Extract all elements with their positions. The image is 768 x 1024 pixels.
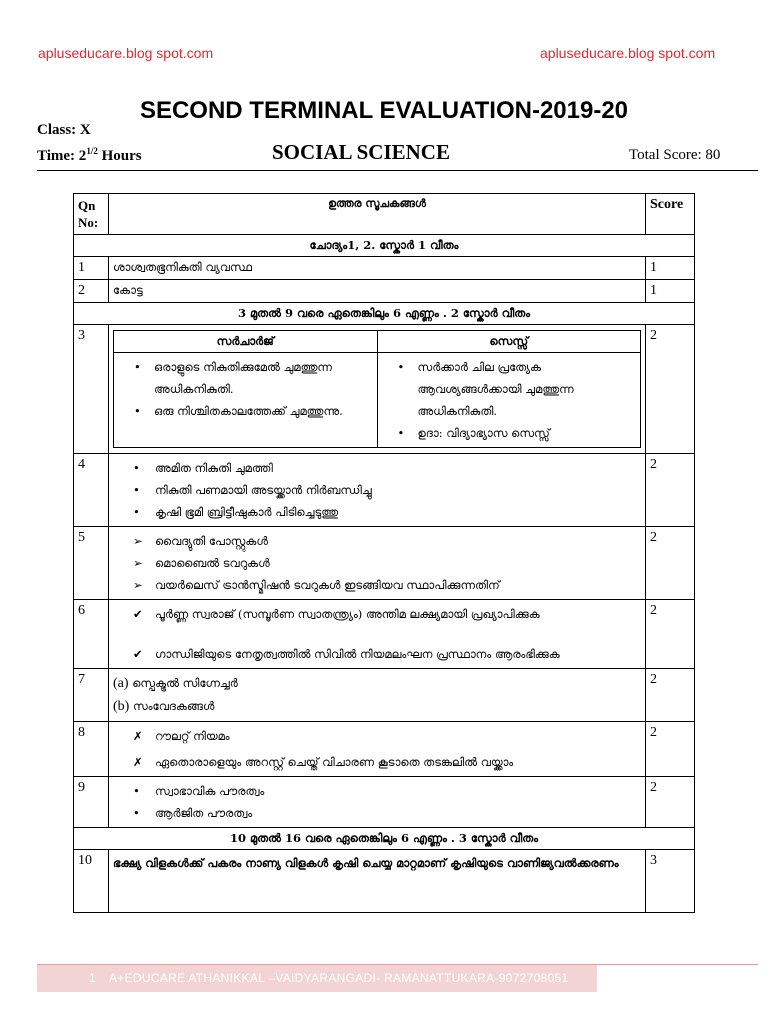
question-number: 4 <box>74 454 109 527</box>
subject-title: SOCIAL SCIENCE <box>272 140 450 164</box>
answer-cell <box>109 777 646 828</box>
list-item: • അമിത നികുതി ചുമത്തി <box>133 461 273 475</box>
page-footer <box>37 964 758 992</box>
header-answer: ഉത്തര സൂചകങ്ങൾ <box>109 194 646 235</box>
section-row <box>74 303 695 325</box>
comparison-table <box>113 330 641 448</box>
question-number: 2 <box>74 280 109 303</box>
section-heading-3: 10 മുതൽ 16 വരെ ഏതെങ്കിലും 6 എണ്ണം . 3 സ്കോർ വീതം <box>74 828 695 850</box>
table-row <box>74 257 695 280</box>
footer-text: A+EDUCARE ATHANIKKAL –VAIDYARANGADI- RAMANATTUKARA-9072708051 <box>109 971 569 985</box>
score-value: 2 <box>646 454 695 527</box>
list-item: • സർക്കാർ ചില പ്രത്യേക ആവശ്യങ്ങൾക്കായി ചുമത്തുന്ന അധികനികുതി. <box>397 360 574 418</box>
cess-points <box>377 353 641 448</box>
answer-key-table <box>73 193 695 913</box>
blog-url-left: apluseducare.blog spot.com <box>38 45 214 61</box>
list-item: ✗ റൗലറ്റ് നിയമം <box>133 729 230 743</box>
score-value: 2 <box>646 600 695 669</box>
list-item: ✔ പൂർണ്ണ സ്വരാജ് (സമ്പൂർണ സ്വാതന്ത്ര്യം) അന്തിമ ലക്ഷ്യമായി പ്രഖ്യാപിക്കുക <box>133 607 540 621</box>
list-item: • സ്വാഭാവിക പൗരത്വം <box>133 784 265 798</box>
section-heading-2: 3 മുതൽ 9 വരെ ഏതെങ്കിലും 6 എണ്ണം . 2 സ്കോർ വീതം <box>74 303 695 325</box>
section-row <box>74 235 695 257</box>
list-item: ✔ ഗാന്ധിജിയുടെ നേതൃത്വത്തിൽ സിവിൽ നിയമലംഘന പ്രസ്ഥാനം ആരംഭിക്കുക <box>133 647 560 661</box>
list-item: • ഒരു നിശ്ചിതകാലത്തേക്ക് ചുമത്തുന്നു. <box>134 404 343 418</box>
list-item: • നികുതി പണമായി അടയ്ക്കാൻ നിർബന്ധിച്ചു <box>133 483 372 497</box>
answer-text: കോട്ട <box>109 280 646 303</box>
table-row <box>74 722 695 777</box>
list-item: • കൃഷി ഭൂമി ബ്രിട്ടീഷുകാർ പിടിച്ചെടുത്തു <box>133 505 339 519</box>
score-value: 2 <box>646 669 695 722</box>
table-row <box>74 527 695 600</box>
table-row <box>74 669 695 722</box>
answer-text: ഭക്ഷ്യ വിളകൾക്ക് പകരം നാണ്യ വിളകൾ കൃഷി ചെയ്യ മാറ്റമാണ് കൃഷിയുടെ വാണിജ്യവൽക്കരണം <box>109 850 646 913</box>
answer-cell <box>109 454 646 527</box>
score-value: 3 <box>646 850 695 913</box>
exam-title: SECOND TERMINAL EVALUATION-2019-20 <box>139 97 629 124</box>
score-value: 2 <box>646 722 695 777</box>
time-label: Time: $2^{1/2}$ Hours <box>37 146 142 164</box>
cess-heading: സെസ്സ് <box>377 331 641 353</box>
header-qn: Qn No: <box>74 194 109 235</box>
table-row <box>74 280 695 303</box>
answer-cell <box>109 325 646 454</box>
section-row <box>74 828 695 850</box>
section-heading-1: ചോദ്യം1, 2. സ്കോർ 1 വീതം <box>74 235 695 257</box>
answer-cell <box>109 722 646 777</box>
question-number: 1 <box>74 257 109 280</box>
list-item: ➢ വൈദ്യുതി പോസ്റ്റുകൾ <box>133 534 268 548</box>
question-number: 7 <box>74 669 109 722</box>
question-number: 10 <box>74 850 109 913</box>
footer-rule <box>37 964 758 965</box>
question-number: 8 <box>74 722 109 777</box>
table-row <box>74 454 695 527</box>
question-number: 6 <box>74 600 109 669</box>
answer-cell <box>109 600 646 669</box>
answer-cell <box>109 527 646 600</box>
total-score: Total Score: 80 <box>629 147 721 163</box>
table-row <box>74 777 695 828</box>
page-number: 1 <box>89 971 96 985</box>
answer-a: (a) സ്പെക്ട്രൽ സിഗ്നേച്ചർ <box>113 676 238 691</box>
header-divider <box>37 170 758 171</box>
list-item: • ഒരാളുടെ നികുതിക്കുമേൽ ചുമത്തുന്ന അധികനികുതി. <box>134 360 332 396</box>
score-value: 1 <box>646 257 695 280</box>
surcharge-heading: സർചാർജ് <box>114 331 378 353</box>
score-value: 2 <box>646 325 695 454</box>
list-item: • ഉദാ: വിദ്യാഭ്യാസ സെസ്സ് <box>397 426 550 440</box>
score-value: 2 <box>646 777 695 828</box>
surcharge-points <box>114 353 378 448</box>
list-item: ➢ വയർലെസ് ട്രാൻസ്മിഷൻ ടവറുകൾ ഇടങ്ങിയവ സ്ഥാപിക്കുന്നതിന് <box>133 578 500 592</box>
table-row <box>74 325 695 454</box>
list-item: • ആർജിത പൗരത്വം <box>133 806 253 820</box>
question-number: 9 <box>74 777 109 828</box>
blog-url-right: apluseducare.blog spot.com <box>540 45 716 61</box>
question-number: 5 <box>74 527 109 600</box>
class-label: Class: X <box>37 122 91 138</box>
answer-cell <box>109 669 646 722</box>
table-row <box>74 850 695 913</box>
list-item: ✗ ഏതൊരാളെയും അറസ്റ്റ് ചെയ്ത് വിചാരണ കൂടാതെ തടങ്കലിൽ വയ്ക്കാം <box>133 755 514 769</box>
score-value: 2 <box>646 527 695 600</box>
table-row <box>74 600 695 669</box>
question-number: 3 <box>74 325 109 454</box>
answer-text: ശാശ്വതഭൂനികുതി വ്യവസ്ഥ <box>109 257 646 280</box>
score-value: 1 <box>646 280 695 303</box>
table-header-row <box>74 194 695 235</box>
list-item: ➢ മൊബൈൽ ടവറുകൾ <box>133 556 270 570</box>
answer-b: (b) സംവേദകങ്ങൾ <box>113 699 215 714</box>
header-score: Score <box>646 194 695 235</box>
